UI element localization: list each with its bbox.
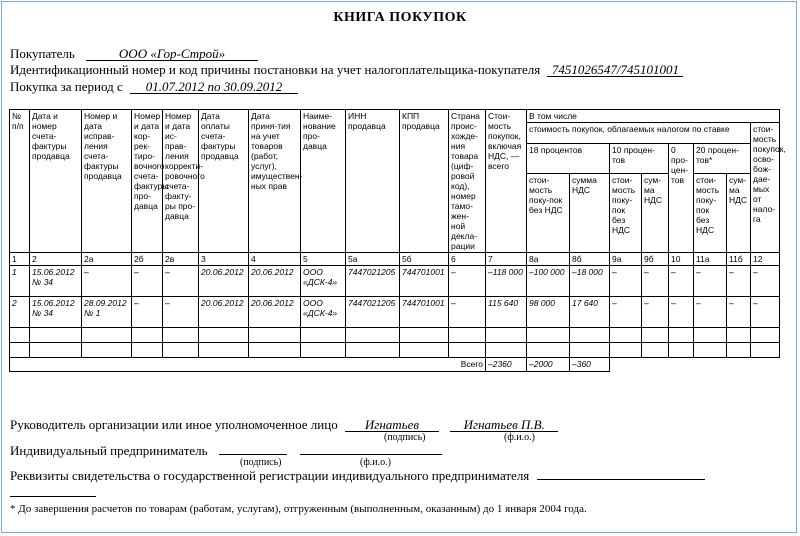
inn-value: 7451026547/745101001	[547, 63, 683, 77]
row-number: 2	[10, 297, 30, 328]
cell-2b: –	[132, 266, 163, 297]
cell-2c: –	[163, 266, 199, 297]
inn-label: Идентификационный номер и код причины постановки на учет налогоплательщика-покупателя	[10, 62, 541, 77]
cost-18: –100 000	[527, 266, 570, 297]
col-number: 7	[486, 253, 527, 266]
header-rate0: 0 про-цен-тов	[669, 144, 694, 253]
col-number: 5а	[346, 253, 400, 266]
header-vat10: сум-ма НДС	[642, 174, 669, 253]
header-col2a: Номер и дата исправ-ления счета-фактуры продавца	[82, 110, 132, 253]
payment-date: 20.06.2012	[199, 266, 249, 297]
cell-2a: 28.09.2012 № 1	[82, 297, 132, 328]
col-number: 8а	[527, 253, 570, 266]
vat-18: –18 000	[570, 266, 610, 297]
period-label: Покупка за период с	[10, 79, 123, 94]
buyer-label: Покупатель	[10, 46, 75, 61]
head-name-caption: (ф.и.о.)	[504, 432, 535, 443]
period-line	[10, 79, 298, 95]
header-vat20: сум-ма НДС	[727, 174, 751, 253]
buyer-line	[10, 46, 258, 62]
cell-2a: –	[82, 266, 132, 297]
row-number: 1	[10, 266, 30, 297]
cell-11b: –	[727, 266, 751, 297]
totals-cost-18: –2000	[527, 358, 570, 372]
header-including: В том числе	[527, 110, 780, 123]
seller-name: ООО «ДСК-4»	[301, 297, 346, 328]
col-number: 4	[249, 253, 301, 266]
certificate-label: Реквизиты свидетельства о государственной регистрации индивидуального предпринимателя	[10, 468, 530, 483]
entrepreneur-name-blank	[300, 454, 442, 455]
seller-kpp: 744701001	[400, 297, 449, 328]
table-row	[10, 297, 780, 328]
col-number: 11а	[694, 253, 727, 266]
totals-vat-18: –360	[570, 358, 610, 372]
col-number: 2	[30, 253, 82, 266]
header-col4: Дата приня-тия на учет товаров (работ, услуг), имуществен-ных прав	[249, 110, 301, 253]
cell-9b: –	[642, 266, 669, 297]
total-cost: 115 640	[486, 297, 527, 328]
totals-row	[10, 358, 780, 372]
head-signature-line	[10, 417, 558, 433]
col-number: 10	[669, 253, 694, 266]
cell-11a: –	[694, 297, 727, 328]
cell-9b: –	[642, 297, 669, 328]
totals-label: Всего	[10, 358, 486, 372]
cell-11a: –	[694, 266, 727, 297]
cell-12: –	[751, 297, 780, 328]
seller-name: ООО «ДСК-4»	[301, 266, 346, 297]
col-number: 6	[449, 253, 486, 266]
header-col6: Страна проис-хожде-ния товара (циф-ровой код), номер тамо-жен-ной декла-рации	[449, 110, 486, 253]
header-col7: Стои-мость покупок, включая НДС, — всего	[486, 110, 527, 253]
head-signature-sign: Игнатьев	[345, 418, 439, 432]
invoice-date: 15.06.2012 № 34	[30, 266, 82, 297]
cell-11b: –	[727, 297, 751, 328]
cell-9a: –	[610, 297, 642, 328]
accepted-date: 20.06.2012	[249, 297, 301, 328]
cell-10: –	[669, 297, 694, 328]
col-number: 5б	[400, 253, 449, 266]
header-row-1	[10, 110, 780, 123]
head-signature-name: Игнатьев П.В.	[450, 418, 558, 432]
totals-cost: –2360	[486, 358, 527, 372]
entrepreneur-label: Индивидуальный предприниматель	[10, 443, 208, 458]
header-cost10: стои-мость поку-пок без НДС	[610, 174, 642, 253]
cell-9a: –	[610, 266, 642, 297]
buyer-value: ООО «Гор-Строй»	[86, 47, 258, 61]
seller-inn: 7447021205	[346, 266, 400, 297]
col-number: 1	[10, 253, 30, 266]
certificate-blank	[537, 479, 705, 480]
col-number: 8б	[570, 253, 610, 266]
header-col2c: Номер и дата ис-прав-ления корректи-ровочного счета-факту-ры про-давца	[163, 110, 199, 253]
header-col2: Дата и номер счета-фактуры продавца	[30, 110, 82, 253]
col-number: 2в	[163, 253, 199, 266]
accepted-date: 20.06.2012	[249, 266, 301, 297]
header-col2b: Номер и дата кор-рек-тиро-вочного счета-фактуры про-давца	[132, 110, 163, 253]
col-number: 2б	[132, 253, 163, 266]
column-number-row	[10, 253, 780, 266]
col-number: 2а	[82, 253, 132, 266]
seller-kpp: 744701001	[400, 266, 449, 297]
entrepreneur-sign-caption: (подпись)	[240, 457, 282, 468]
payment-date: 20.06.2012	[199, 297, 249, 328]
header-cost18: стои-мость поку-пок без НДС	[527, 174, 570, 253]
header-taxable: стоимость покупок, облагаемых налогом по ставке	[527, 123, 751, 144]
invoice-date: 15.06.2012 № 34	[30, 297, 82, 328]
period-value: 01.07.2012 по 30.09.2012	[130, 80, 298, 94]
col-number: 12	[751, 253, 780, 266]
seller-inn: 7447021205	[346, 297, 400, 328]
col-number: 5	[301, 253, 346, 266]
header-col3: Дата оплаты счета-фактуры продавца	[199, 110, 249, 253]
header-col5b: КПП продавца	[400, 110, 449, 253]
purchase-book-table	[9, 109, 786, 372]
cell-2b: –	[132, 297, 163, 328]
table-row	[10, 266, 780, 297]
col-number: 9а	[610, 253, 642, 266]
header-rate18: 18 процентов	[527, 144, 610, 174]
document-title: КНИГА ПОКУПОК	[333, 10, 467, 25]
header-exempt: стои-мость покупок, осво-бож-дае-мых от нало-га	[751, 123, 780, 253]
total-cost: –118 000	[486, 266, 527, 297]
header-col1: № п/п	[10, 110, 30, 253]
col-number: 3	[199, 253, 249, 266]
cell-10: –	[669, 266, 694, 297]
head-sign-caption: (подпись)	[384, 432, 426, 443]
footnote: * До завершения расчетов по товарам (работам, услугам), отгруженным (выполненным, оказанным) до 1 января 2004 года.	[10, 503, 587, 515]
empty-row	[10, 328, 780, 343]
header-rate20: 20 процен-тов*	[694, 144, 751, 174]
entrepreneur-name-caption: (ф.и.о.)	[360, 457, 391, 468]
cost-18: 98 000	[527, 297, 570, 328]
vat-18: 17 640	[570, 297, 610, 328]
header-rate10: 10 процен-тов	[610, 144, 669, 174]
entrepreneur-sign-blank	[219, 454, 287, 455]
header-vat18: сумма НДС	[570, 174, 610, 253]
header-col5a: ИНН продавца	[346, 110, 400, 253]
col-number: 9б	[642, 253, 669, 266]
cell-6: –	[449, 266, 486, 297]
certificate-line	[10, 468, 705, 484]
empty-row	[10, 343, 780, 358]
cell-2c: –	[163, 297, 199, 328]
inn-line	[10, 62, 683, 78]
header-cost20: стои-мость поку-пок без НДС	[694, 174, 727, 253]
cell-6: –	[449, 297, 486, 328]
footnote-rule	[10, 496, 96, 497]
header-col5: Наиме-нование про-давца	[301, 110, 346, 253]
head-signature-label: Руководитель организации или иное уполномоченное лицо	[10, 417, 338, 432]
col-number: 11б	[727, 253, 751, 266]
cell-12: –	[751, 266, 780, 297]
